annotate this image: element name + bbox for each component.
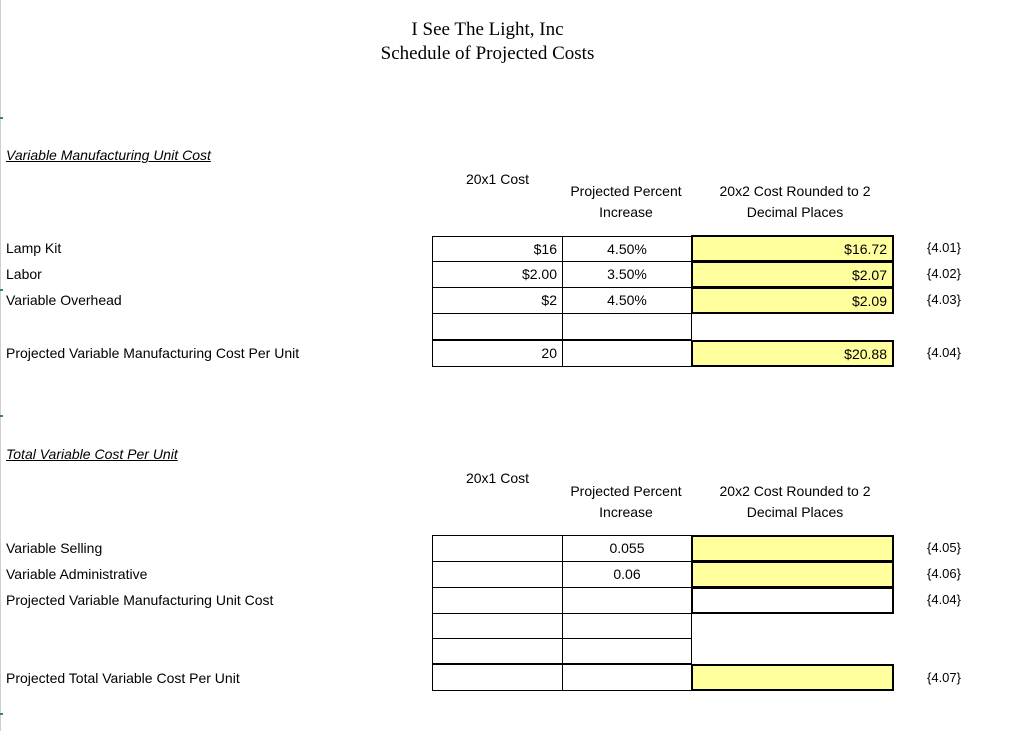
col-header-20x2-line2-2: Decimal Places [746,504,844,520]
col-header-20x1-cost: 20x1 Cost [465,171,530,187]
code-4-02: {4.02} [927,266,961,281]
col-header-pct-line1-2: Projected Percent [570,483,682,499]
row-label-variable-overhead: Variable Overhead [6,292,122,308]
cell-lamp-kit-20x2[interactable]: $16.72 [691,235,894,262]
sheet-left-edge [0,0,1,731]
cell-total-mfg-20x2[interactable]: $20.88 [691,340,894,367]
cell-admin-20x2[interactable] [691,561,894,588]
cell-labor-pct[interactable]: 3.50% [562,261,692,288]
cell-labor-20x1[interactable]: $2.00 [432,261,563,288]
col-header-20x2-line1-2: 20x2 Cost Rounded to 2 [719,483,871,499]
row-label-labor: Labor [6,266,42,282]
row-marker [0,713,3,715]
row-label-projected-total-variable-cost: Projected Total Variable Cost Per Unit [6,670,240,686]
col-header-pct-line1: Projected Percent [570,183,682,199]
cell-admin-20x1[interactable] [432,561,563,588]
row-label-lamp-kit: Lamp Kit [6,240,62,256]
cell-total-mfg-pct[interactable] [562,340,692,367]
cell-selling-20x2[interactable] [691,535,894,562]
cell-total-var-pct[interactable] [562,664,692,691]
cell-total-var-20x2[interactable] [691,664,894,691]
col-header-pct-line2: Increase [599,204,653,220]
cell-overhead-20x1[interactable]: $2 [432,287,563,314]
cell-blank2-20x1[interactable] [432,613,563,639]
cell-total-mfg-20x1[interactable]: 20 [432,340,563,367]
row-label-projected-variable-mfg-cost: Projected Variable Manufacturing Cost Per Unit [6,345,300,361]
row-marker [0,117,3,119]
cell-blank2-pct[interactable] [562,613,692,639]
code-4-01: {4.01} [927,240,961,255]
code-4-05: {4.05} [927,540,961,555]
row-label-projected-variable-mfg-unit-cost: Projected Variable Manufacturing Unit Cost [6,592,274,608]
cell-mfg-unit-20x2[interactable] [691,587,894,614]
section2-title: Total Variable Cost Per Unit [6,446,178,462]
row-marker [0,289,3,291]
code-4-06: {4.06} [927,566,961,581]
cell-overhead-20x2[interactable]: $2.09 [691,287,894,314]
cell-blank3-pct[interactable] [562,638,692,664]
cell-selling-20x1[interactable] [432,535,563,562]
cell-selling-pct[interactable]: 0.055 [562,535,692,562]
cell-blank-20x1[interactable] [432,313,563,340]
cell-mfg-unit-pct[interactable] [562,587,692,614]
col-header-20x2-line2: Decimal Places [746,204,844,220]
cell-blank3-20x1[interactable] [432,638,563,664]
cell-total-var-20x1[interactable] [432,664,563,691]
row-marker [0,415,3,417]
cell-overhead-pct[interactable]: 4.50% [562,287,692,314]
cell-mfg-unit-20x1[interactable] [432,587,563,614]
code-4-04-second: {4.04} [927,592,961,607]
cell-lamp-kit-pct[interactable]: 4.50% [562,236,692,262]
code-4-07: {4.07} [927,670,961,685]
schedule-title: Schedule of Projected Costs [380,43,595,64]
company-title: I See The Light, Inc [411,19,564,40]
code-4-03: {4.03} [927,292,961,307]
col-header-20x1-cost-2: 20x1 Cost [465,470,530,486]
cell-labor-20x2[interactable]: $2.07 [691,261,894,288]
code-4-04: {4.04} [927,345,961,360]
cell-lamp-kit-20x1[interactable]: $16 [432,236,563,262]
cell-admin-pct[interactable]: 0.06 [562,561,692,588]
cell-blank-pct[interactable] [562,313,692,340]
row-label-variable-administrative: Variable Administrative [6,566,148,582]
row-label-variable-selling: Variable Selling [6,540,103,556]
section1-title: Variable Manufacturing Unit Cost [6,147,211,163]
col-header-20x2-line1: 20x2 Cost Rounded to 2 [719,183,871,199]
col-header-pct-line2-2: Increase [599,504,653,520]
